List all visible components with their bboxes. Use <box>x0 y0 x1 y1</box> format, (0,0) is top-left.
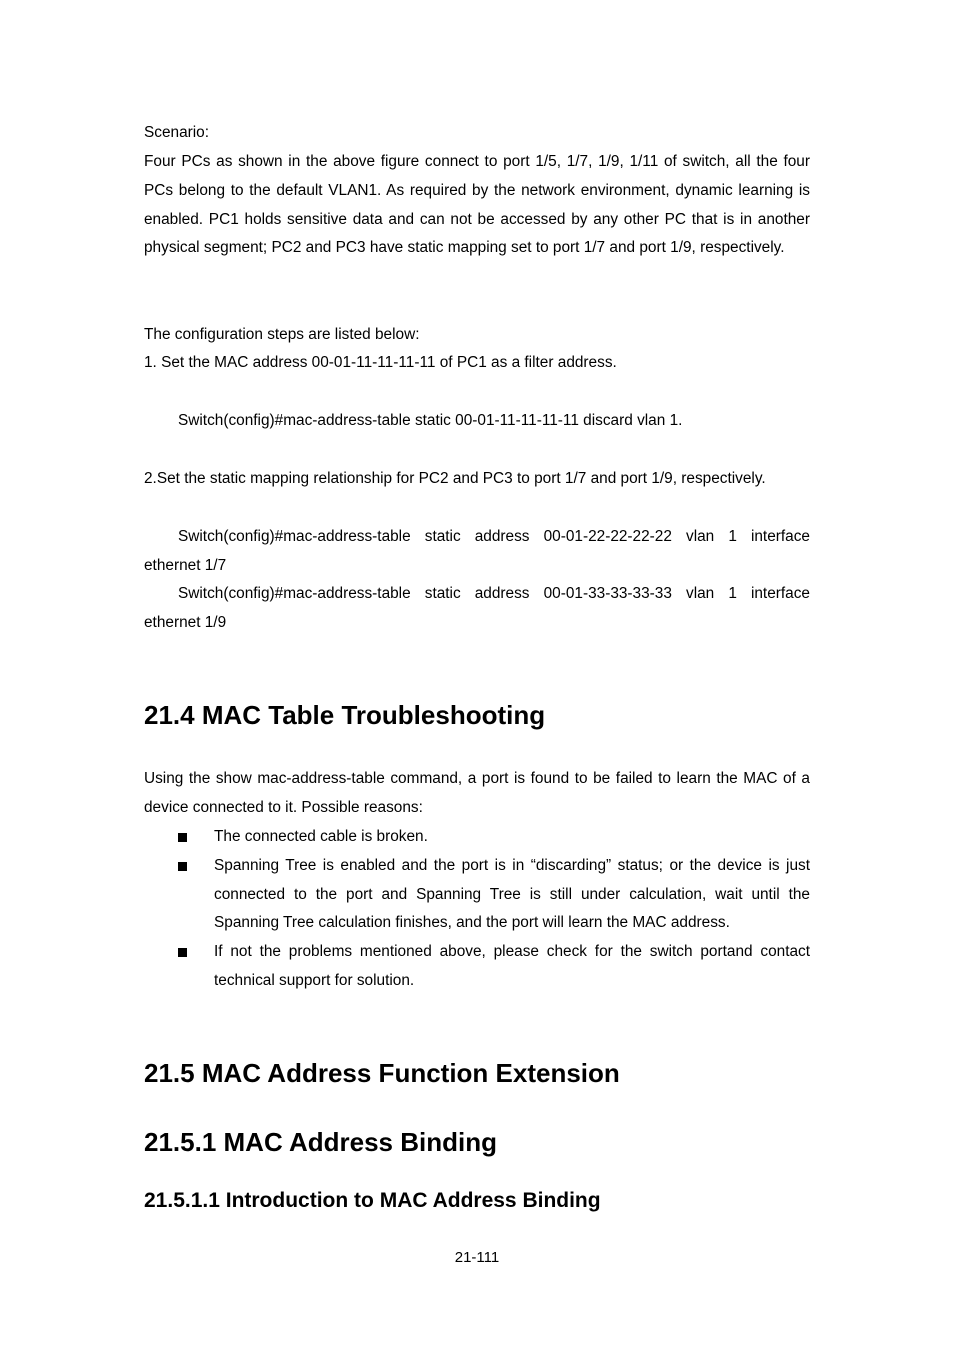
subsubsection-heading-intro: 21.5.1.1 Introduction to MAC Address Binding <box>144 1189 601 1212</box>
list-item: The connected cable is broken. <box>144 823 810 852</box>
command-2: Switch(config)#mac-address-table static address 00-01-22-22-22-22 vlan 1 interface ethernet 1/7 <box>144 528 810 574</box>
square-bullet-icon <box>178 833 187 842</box>
step-1-text: 1. Set the MAC address 00-01-11-11-11-11 of PC1 as a filter address. <box>144 354 617 371</box>
steps-intro: The configuration steps are listed below: <box>144 326 420 343</box>
scenario-paragraph: Four PCs as shown in the above figure connect to port 1/5, 1/7, 1/9, 1/11 of switch, all the four PCs belong to the default VLAN1. As required by the network environment, dynamic learning is enabled. PC1 holds sensitive data and can not be accessed by any other PC that is in another physical segment; PC2 and PC3 have static mapping set to port 1/7 and port 1/9, respectively. <box>144 153 810 257</box>
page-number: 21-111 <box>454 1249 500 1266</box>
section-heading-troubleshooting: 21.4 MAC Table Troubleshooting <box>144 700 546 730</box>
square-bullet-icon <box>178 862 187 871</box>
subsection-heading-binding: 21.5.1 MAC Address Binding <box>144 1127 497 1157</box>
reasons-list <box>144 823 810 996</box>
troubleshooting-intro: Using the show mac-address-table command, a port is found to be failed to learn the MAC of a device connected to it. Possible reasons: <box>144 770 810 816</box>
square-bullet-icon <box>178 948 187 957</box>
scenario-label: Scenario: <box>144 124 210 141</box>
step-2-text: 2.Set the static mapping relationship for PC2 and PC3 to port 1/7 and port 1/9, respectively. <box>144 470 766 487</box>
command-3: Switch(config)#mac-address-table static address 00-01-33-33-33-33 vlan 1 interface ethernet 1/9 <box>144 585 810 631</box>
list-item: If not the problems mentioned above, please check for the switch portand contact technical support for solution. <box>144 938 810 996</box>
list-item: Spanning Tree is enabled and the port is in “discarding” status; or the device is just connected to the port and Spanning Tree is still under calculation, wait until the Spanning Tree calculation finishes, and the port will learn the MAC address. <box>144 852 810 938</box>
section-heading-extension: 21.5 MAC Address Function Extension <box>144 1058 620 1088</box>
command-1: Switch(config)#mac-address-table static 00-01-11-11-11-11 discard vlan 1. <box>178 412 683 429</box>
